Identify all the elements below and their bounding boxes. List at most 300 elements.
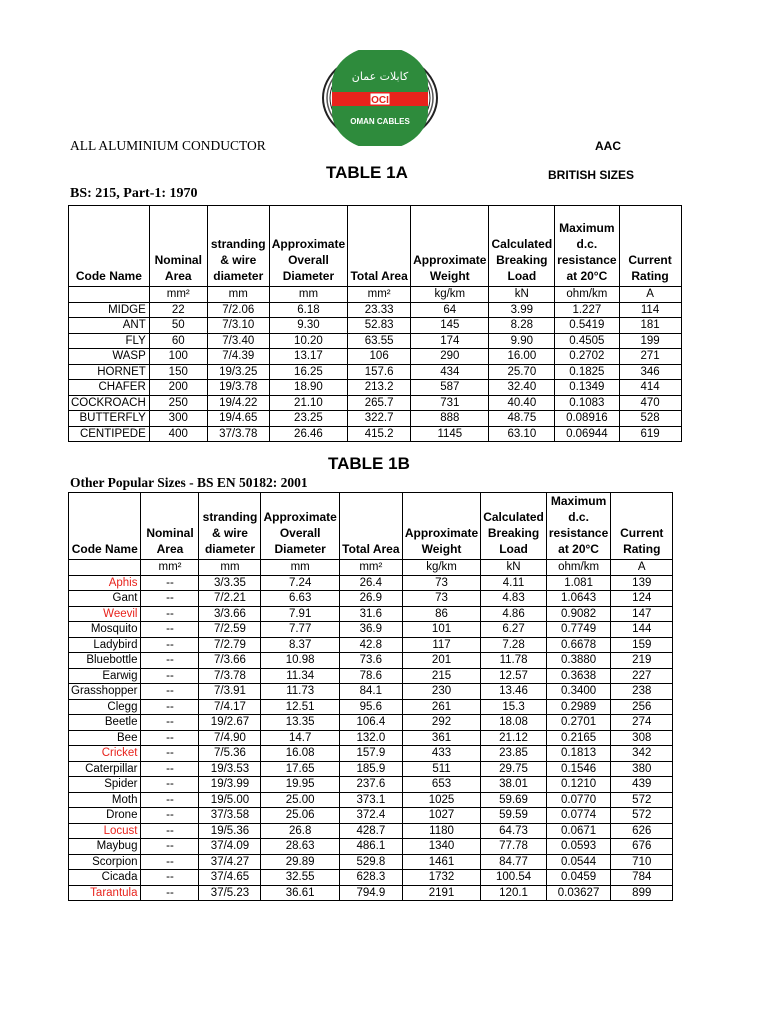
- header-stranding: stranding & wire diameter: [199, 493, 261, 560]
- cell-current-rating: 219: [611, 653, 673, 669]
- cell-weight: 511: [402, 761, 480, 777]
- cell-dc-resistance: 0.1349: [555, 380, 619, 396]
- cell-weight: 86: [402, 606, 480, 622]
- cell-weight: 1025: [402, 792, 480, 808]
- cell-current-rating: 899: [611, 885, 673, 901]
- cell-total-area: 529.8: [339, 854, 402, 870]
- cell-overall-diameter: 25.00: [261, 792, 339, 808]
- cell-stranding: 37/3.78: [207, 426, 269, 442]
- logo-arabic-text: كابلات عمان: [351, 70, 409, 83]
- cell-code-name: Earwig: [69, 668, 141, 684]
- cell-nominal-area: --: [141, 653, 199, 669]
- header-code-name: Code Name: [69, 493, 141, 560]
- cell-stranding: 7/4.17: [199, 699, 261, 715]
- cell-breaking-load: 6.27: [481, 622, 547, 638]
- table-row: [69, 885, 673, 901]
- cell-dc-resistance: 0.0459: [546, 870, 610, 886]
- document-title: ALL ALUMINIUM CONDUCTOR: [70, 138, 266, 153]
- cell-overall-diameter: 23.25: [269, 411, 347, 427]
- cell-nominal-area: --: [141, 715, 199, 731]
- cell-dc-resistance: 0.2989: [546, 699, 610, 715]
- cell-total-area: 794.9: [339, 885, 402, 901]
- cell-current-rating: 470: [619, 395, 681, 411]
- unit-breaking-load: kN: [481, 560, 547, 576]
- cell-nominal-area: --: [141, 885, 199, 901]
- cell-nominal-area: 50: [149, 318, 207, 334]
- cell-stranding: 37/5.23: [199, 885, 261, 901]
- header-weight: Approximate Weight: [411, 206, 489, 287]
- cell-overall-diameter: 10.98: [261, 653, 339, 669]
- cell-stranding: 19/3.99: [199, 777, 261, 793]
- cell-nominal-area: 100: [149, 349, 207, 365]
- cell-stranding: 7/5.36: [199, 746, 261, 762]
- table-row: [69, 808, 673, 824]
- cell-weight: 101: [402, 622, 480, 638]
- cell-dc-resistance: 0.2165: [546, 730, 610, 746]
- cell-weight: 73: [402, 575, 480, 591]
- cell-current-rating: 380: [611, 761, 673, 777]
- cell-weight: 73: [402, 591, 480, 607]
- cell-total-area: 372.4: [339, 808, 402, 824]
- cell-code-name: COCKROACH: [69, 395, 150, 411]
- cell-breaking-load: 13.46: [481, 684, 547, 700]
- cell-nominal-area: 400: [149, 426, 207, 442]
- cell-dc-resistance: 1.227: [555, 302, 619, 318]
- cell-code-name: Mosquito: [69, 622, 141, 638]
- cell-stranding: 3/3.66: [199, 606, 261, 622]
- table-1a-body: [69, 206, 682, 442]
- cell-weight: 1732: [402, 870, 480, 886]
- cell-current-rating: 439: [611, 777, 673, 793]
- cell-code-name: Cricket: [69, 746, 141, 762]
- cell-breaking-load: 59.69: [481, 792, 547, 808]
- cell-code-name: Maybug: [69, 839, 141, 855]
- cell-dc-resistance: 1.081: [546, 575, 610, 591]
- cell-current-rating: 124: [611, 591, 673, 607]
- cell-weight: 201: [402, 653, 480, 669]
- unit-nominal-area: mm²: [149, 287, 207, 303]
- table-row: [69, 395, 682, 411]
- cell-overall-diameter: 13.17: [269, 349, 347, 365]
- cell-nominal-area: --: [141, 699, 199, 715]
- cell-code-name: Weevil: [69, 606, 141, 622]
- cell-code-name: BUTTERFLY: [69, 411, 150, 427]
- cell-current-rating: 626: [611, 823, 673, 839]
- table-row: [69, 854, 673, 870]
- cell-code-name: Grasshopper: [69, 684, 141, 700]
- cell-weight: 888: [411, 411, 489, 427]
- cell-weight: 145: [411, 318, 489, 334]
- table-row: [69, 302, 682, 318]
- cell-total-area: 428.7: [339, 823, 402, 839]
- cell-breaking-load: 16.00: [489, 349, 555, 365]
- cell-dc-resistance: 0.1546: [546, 761, 610, 777]
- cell-code-name: Clegg: [69, 699, 141, 715]
- conductor-abbreviation: AAC: [595, 139, 621, 153]
- cell-breaking-load: 59.59: [481, 808, 547, 824]
- cell-overall-diameter: 32.55: [261, 870, 339, 886]
- cell-breaking-load: 29.75: [481, 761, 547, 777]
- table-row: [69, 318, 682, 334]
- cell-code-name: CENTIPEDE: [69, 426, 150, 442]
- cell-code-name: Drone: [69, 808, 141, 824]
- table-header-row: [69, 206, 682, 287]
- cell-stranding: 7/4.39: [207, 349, 269, 365]
- cell-breaking-load: 23.85: [481, 746, 547, 762]
- cell-overall-diameter: 26.8: [261, 823, 339, 839]
- unit-code-name: [69, 560, 141, 576]
- cell-total-area: 78.6: [339, 668, 402, 684]
- cell-weight: 1027: [402, 808, 480, 824]
- cell-overall-diameter: 25.06: [261, 808, 339, 824]
- cell-breaking-load: 4.86: [481, 606, 547, 622]
- cell-dc-resistance: 0.03627: [546, 885, 610, 901]
- logo-english-text: OMAN CABLES: [350, 117, 410, 126]
- cell-weight: 64: [411, 302, 489, 318]
- cell-weight: 215: [402, 668, 480, 684]
- unit-total-area: mm²: [348, 287, 411, 303]
- cell-total-area: 213.2: [348, 380, 411, 396]
- cell-nominal-area: 150: [149, 364, 207, 380]
- cell-current-rating: 274: [611, 715, 673, 731]
- header-total-area: Total Area: [339, 493, 402, 560]
- cell-overall-diameter: 36.61: [261, 885, 339, 901]
- cell-current-rating: 238: [611, 684, 673, 700]
- unit-overall-diameter: mm: [269, 287, 347, 303]
- table-row: [69, 637, 673, 653]
- unit-total-area: mm²: [339, 560, 402, 576]
- unit-stranding: mm: [207, 287, 269, 303]
- cell-code-name: Spider: [69, 777, 141, 793]
- unit-breaking-load: kN: [489, 287, 555, 303]
- unit-overall-diameter: mm: [261, 560, 339, 576]
- table-1b-standard: Other Popular Sizes - BS EN 50182: 2001: [70, 475, 308, 490]
- table-1b: [68, 492, 673, 901]
- table-row: [69, 606, 673, 622]
- cell-overall-diameter: 6.18: [269, 302, 347, 318]
- cell-nominal-area: 200: [149, 380, 207, 396]
- cell-current-rating: 256: [611, 699, 673, 715]
- cell-stranding: 7/3.10: [207, 318, 269, 334]
- cell-weight: 731: [411, 395, 489, 411]
- cell-nominal-area: --: [141, 854, 199, 870]
- unit-nominal-area: mm²: [141, 560, 199, 576]
- cell-nominal-area: --: [141, 808, 199, 824]
- cell-nominal-area: --: [141, 606, 199, 622]
- header-code-name: Code Name: [69, 206, 150, 287]
- cell-breaking-load: 3.99: [489, 302, 555, 318]
- cell-current-rating: 414: [619, 380, 681, 396]
- cell-code-name: Locust: [69, 823, 141, 839]
- cell-code-name: Tarantula: [69, 885, 141, 901]
- cell-overall-diameter: 11.73: [261, 684, 339, 700]
- cell-overall-diameter: 8.37: [261, 637, 339, 653]
- cell-stranding: 37/3.58: [199, 808, 261, 824]
- cell-dc-resistance: 0.0593: [546, 839, 610, 855]
- cell-total-area: 185.9: [339, 761, 402, 777]
- table-1b-title: TABLE 1B: [328, 454, 410, 473]
- unit-weight: kg/km: [402, 560, 480, 576]
- cell-code-name: Bluebottle: [69, 653, 141, 669]
- header-total-area: Total Area: [348, 206, 411, 287]
- table-1a: [68, 205, 682, 442]
- cell-dc-resistance: 0.2702: [555, 349, 619, 365]
- cell-weight: 1461: [402, 854, 480, 870]
- table-units-row: [69, 560, 673, 576]
- cell-current-rating: 784: [611, 870, 673, 886]
- cell-breaking-load: 77.78: [481, 839, 547, 855]
- table-1a-standard: BS: 215, Part-1: 1970: [70, 186, 198, 201]
- cell-nominal-area: --: [141, 591, 199, 607]
- cell-overall-diameter: 11.34: [261, 668, 339, 684]
- cell-nominal-area: --: [141, 622, 199, 638]
- header-stranding: stranding & wire diameter: [207, 206, 269, 287]
- cell-dc-resistance: 0.1813: [546, 746, 610, 762]
- cell-dc-resistance: 0.5419: [555, 318, 619, 334]
- cell-overall-diameter: 29.89: [261, 854, 339, 870]
- table-row: [69, 411, 682, 427]
- cell-breaking-load: 11.78: [481, 653, 547, 669]
- unit-current-rating: A: [619, 287, 681, 303]
- cell-code-name: CHAFER: [69, 380, 150, 396]
- cell-nominal-area: --: [141, 761, 199, 777]
- cell-current-rating: 227: [611, 668, 673, 684]
- cell-stranding: 19/5.00: [199, 792, 261, 808]
- table-row: [69, 333, 682, 349]
- cell-breaking-load: 120.1: [481, 885, 547, 901]
- cell-overall-diameter: 21.10: [269, 395, 347, 411]
- cell-total-area: 26.9: [339, 591, 402, 607]
- cell-breaking-load: 4.83: [481, 591, 547, 607]
- cell-current-rating: 346: [619, 364, 681, 380]
- header-overall-diameter: Approximate Overall Diameter: [261, 493, 339, 560]
- cell-nominal-area: --: [141, 839, 199, 855]
- cell-total-area: 237.6: [339, 777, 402, 793]
- cell-weight: 174: [411, 333, 489, 349]
- cell-dc-resistance: 0.0671: [546, 823, 610, 839]
- cell-breaking-load: 100.54: [481, 870, 547, 886]
- header-current-rating: Current Rating: [611, 493, 673, 560]
- cell-stranding: 19/4.22: [207, 395, 269, 411]
- cell-current-rating: 308: [611, 730, 673, 746]
- cell-nominal-area: --: [141, 823, 199, 839]
- table-row: [69, 792, 673, 808]
- cell-code-name: ANT: [69, 318, 150, 334]
- table-header-row: [69, 493, 673, 560]
- cell-weight: 361: [402, 730, 480, 746]
- cell-breaking-load: 40.40: [489, 395, 555, 411]
- cell-current-rating: 139: [611, 575, 673, 591]
- cell-dc-resistance: 0.3400: [546, 684, 610, 700]
- cell-overall-diameter: 7.77: [261, 622, 339, 638]
- cell-nominal-area: --: [141, 730, 199, 746]
- cell-nominal-area: --: [141, 746, 199, 762]
- cell-dc-resistance: 0.7749: [546, 622, 610, 638]
- cell-total-area: 31.6: [339, 606, 402, 622]
- header-current-rating: Current Rating: [619, 206, 681, 287]
- table-row: [69, 746, 673, 762]
- unit-dc-resistance: ohm/km: [546, 560, 610, 576]
- cell-overall-diameter: 17.65: [261, 761, 339, 777]
- cell-overall-diameter: 13.35: [261, 715, 339, 731]
- unit-weight: kg/km: [411, 287, 489, 303]
- cell-weight: 290: [411, 349, 489, 365]
- logo-badge: OCI: [371, 95, 389, 106]
- cell-dc-resistance: 0.0544: [546, 854, 610, 870]
- cell-current-rating: 528: [619, 411, 681, 427]
- cell-current-rating: 619: [619, 426, 681, 442]
- cell-nominal-area: --: [141, 684, 199, 700]
- cell-total-area: 486.1: [339, 839, 402, 855]
- cell-code-name: Beetle: [69, 715, 141, 731]
- cell-total-area: 63.55: [348, 333, 411, 349]
- table-row: [69, 622, 673, 638]
- cell-dc-resistance: 0.3880: [546, 653, 610, 669]
- cell-overall-diameter: 12.51: [261, 699, 339, 715]
- header-dc-resistance: Maximum d.c. resistance at 20°C: [546, 493, 610, 560]
- table-row: [69, 870, 673, 886]
- table-row: [69, 575, 673, 591]
- cell-breaking-load: 18.08: [481, 715, 547, 731]
- cell-weight: 433: [402, 746, 480, 762]
- cell-stranding: 37/4.65: [199, 870, 261, 886]
- cell-overall-diameter: 28.63: [261, 839, 339, 855]
- cell-total-area: 265.7: [348, 395, 411, 411]
- cell-code-name: Aphis: [69, 575, 141, 591]
- table-row: [69, 380, 682, 396]
- table-row: [69, 426, 682, 442]
- header-breaking-load: Calculated Breaking Load: [481, 493, 547, 560]
- cell-dc-resistance: 0.0770: [546, 792, 610, 808]
- cell-weight: 261: [402, 699, 480, 715]
- cell-breaking-load: 64.73: [481, 823, 547, 839]
- cell-code-name: Gant: [69, 591, 141, 607]
- cell-nominal-area: 250: [149, 395, 207, 411]
- cell-overall-diameter: 19.95: [261, 777, 339, 793]
- cell-stranding: 7/2.59: [199, 622, 261, 638]
- cell-weight: 434: [411, 364, 489, 380]
- header-dc-resistance: Maximum d.c. resistance at 20°C: [555, 206, 619, 287]
- cell-code-name: Cicada: [69, 870, 141, 886]
- cell-weight: 292: [402, 715, 480, 731]
- cell-breaking-load: 8.28: [489, 318, 555, 334]
- cell-stranding: 19/3.78: [207, 380, 269, 396]
- header-weight: Approximate Weight: [402, 493, 480, 560]
- cell-stranding: 7/3.66: [199, 653, 261, 669]
- cell-weight: 1180: [402, 823, 480, 839]
- cell-breaking-load: 21.12: [481, 730, 547, 746]
- cell-overall-diameter: 10.20: [269, 333, 347, 349]
- table-1a-title: TABLE 1A: [326, 163, 408, 182]
- cell-nominal-area: --: [141, 792, 199, 808]
- cell-dc-resistance: 0.1825: [555, 364, 619, 380]
- cell-stranding: 7/2.79: [199, 637, 261, 653]
- cell-code-name: HORNET: [69, 364, 150, 380]
- cell-current-rating: 271: [619, 349, 681, 365]
- table-row: [69, 777, 673, 793]
- header-breaking-load: Calculated Breaking Load: [489, 206, 555, 287]
- cell-stranding: 19/5.36: [199, 823, 261, 839]
- cell-nominal-area: --: [141, 870, 199, 886]
- cell-total-area: 322.7: [348, 411, 411, 427]
- cell-stranding: 19/4.65: [207, 411, 269, 427]
- cell-dc-resistance: 0.4505: [555, 333, 619, 349]
- cell-total-area: 23.33: [348, 302, 411, 318]
- cell-current-rating: 199: [619, 333, 681, 349]
- cell-total-area: 373.1: [339, 792, 402, 808]
- cell-overall-diameter: 14.7: [261, 730, 339, 746]
- cell-current-rating: 144: [611, 622, 673, 638]
- cell-current-rating: 676: [611, 839, 673, 855]
- cell-stranding: 7/3.91: [199, 684, 261, 700]
- table-row: [69, 699, 673, 715]
- cell-total-area: 36.9: [339, 622, 402, 638]
- cell-stranding: 19/2.67: [199, 715, 261, 731]
- unit-dc-resistance: ohm/km: [555, 287, 619, 303]
- table-1b-body: [69, 493, 673, 901]
- header-overall-diameter: Approximate Overall Diameter: [269, 206, 347, 287]
- cell-weight: 653: [402, 777, 480, 793]
- cell-weight: 1340: [402, 839, 480, 855]
- cell-code-name: Bee: [69, 730, 141, 746]
- cell-nominal-area: --: [141, 575, 199, 591]
- cell-total-area: 132.0: [339, 730, 402, 746]
- cell-total-area: 415.2: [348, 426, 411, 442]
- table-row: [69, 591, 673, 607]
- cell-total-area: 42.8: [339, 637, 402, 653]
- cell-breaking-load: 48.75: [489, 411, 555, 427]
- cell-dc-resistance: 0.6678: [546, 637, 610, 653]
- cell-total-area: 628.3: [339, 870, 402, 886]
- unit-stranding: mm: [199, 560, 261, 576]
- header-nominal-area: Nominal Area: [141, 493, 199, 560]
- table-row: [69, 715, 673, 731]
- header-nominal-area: Nominal Area: [149, 206, 207, 287]
- cell-total-area: 106: [348, 349, 411, 365]
- cell-code-name: Moth: [69, 792, 141, 808]
- table-row: [69, 823, 673, 839]
- cell-weight: 230: [402, 684, 480, 700]
- cell-stranding: 7/2.06: [207, 302, 269, 318]
- cell-dc-resistance: 0.2701: [546, 715, 610, 731]
- cell-current-rating: 342: [611, 746, 673, 762]
- cell-total-area: 157.9: [339, 746, 402, 762]
- cell-code-name: Caterpillar: [69, 761, 141, 777]
- cell-overall-diameter: 6.63: [261, 591, 339, 607]
- cell-breaking-load: 12.57: [481, 668, 547, 684]
- table-row: [69, 730, 673, 746]
- cell-overall-diameter: 16.25: [269, 364, 347, 380]
- table-row: [69, 684, 673, 700]
- cell-stranding: 37/4.09: [199, 839, 261, 855]
- cell-code-name: MIDGE: [69, 302, 150, 318]
- cell-total-area: 52.83: [348, 318, 411, 334]
- cell-breaking-load: 63.10: [489, 426, 555, 442]
- unit-current-rating: A: [611, 560, 673, 576]
- cell-total-area: 95.6: [339, 699, 402, 715]
- unit-code-name: [69, 287, 150, 303]
- cell-stranding: 7/4.90: [199, 730, 261, 746]
- cell-dc-resistance: 0.9082: [546, 606, 610, 622]
- cell-breaking-load: 4.11: [481, 575, 547, 591]
- cell-stranding: 7/2.21: [199, 591, 261, 607]
- cell-current-rating: 114: [619, 302, 681, 318]
- cell-breaking-load: 15.3: [481, 699, 547, 715]
- cell-weight: 587: [411, 380, 489, 396]
- cell-overall-diameter: 18.90: [269, 380, 347, 396]
- cell-stranding: 19/3.25: [207, 364, 269, 380]
- cell-nominal-area: 300: [149, 411, 207, 427]
